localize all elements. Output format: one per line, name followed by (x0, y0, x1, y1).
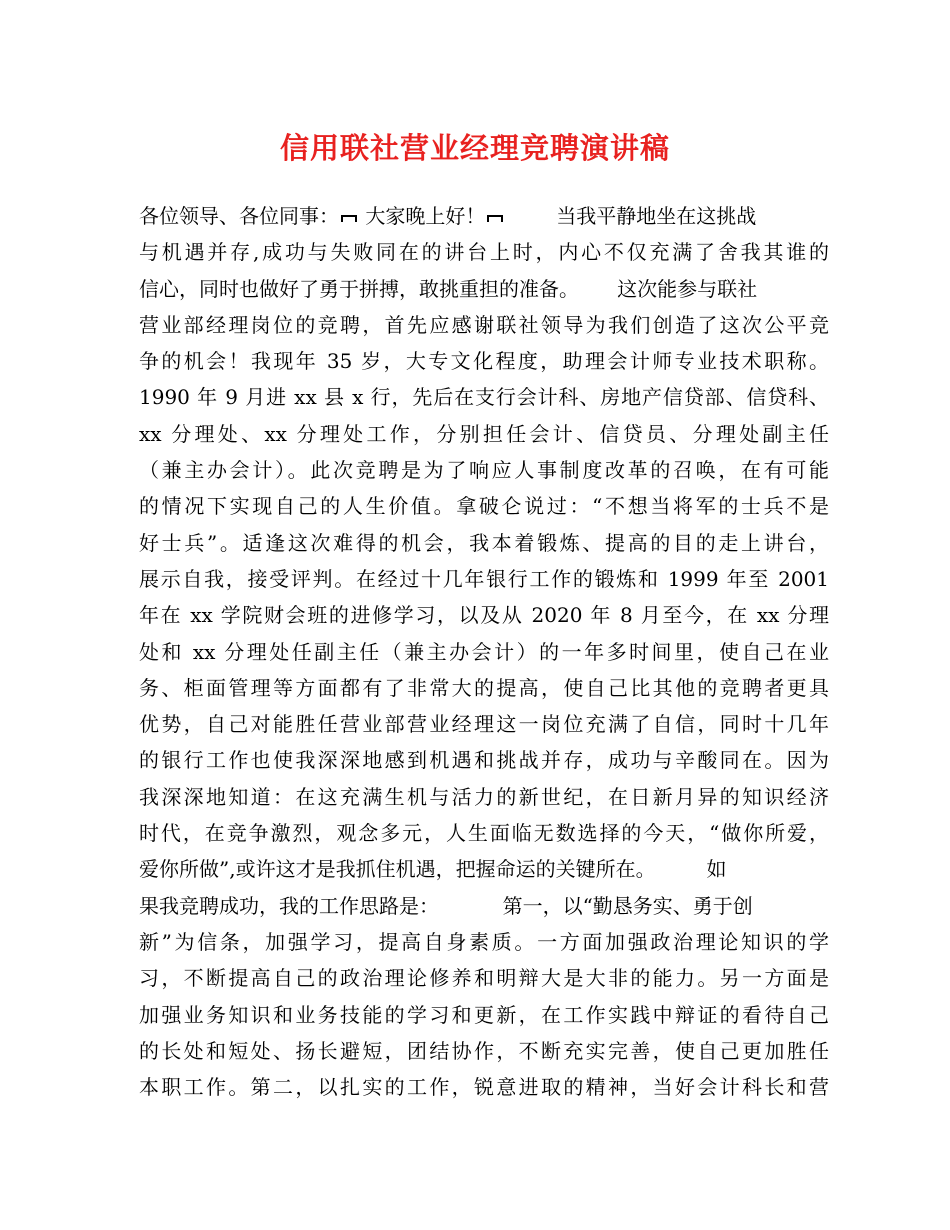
body-line: （兼主办会计）。此次竞聘是为了响应人事制度改革的召唤，在有可能 (139, 458, 829, 483)
greeting-text: 各位领导、各位同事： (139, 204, 339, 228)
body-line: 的银行工作也使我深深地感到机遇和挑战并存，成功与辛酸同在。因为 (139, 748, 829, 773)
body-line: 处和 xx 分理处任副主任（兼主办会计）的一年多时间里，使自己在业 (139, 639, 829, 664)
body-line: 爱你所做”,或许这才是我抓住机遇，把握命运的关键所在。 如 (139, 857, 727, 882)
body-line: xx 分理处、xx 分理处工作，分别担任会计、信贷员、分理处副主任 (139, 421, 829, 446)
body-line: 年在 xx 学院财会班的进修学习，以及从 2020 年 8 月至今，在 xx 分理 (139, 603, 829, 628)
body-line: 与机遇并存,成功与失败同在的讲台上时，内心不仅充满了舍我其谁的 (139, 240, 829, 265)
body-line: 争的机会！我现年 35 岁，大专文化程度，助理会计师专业技术职称。 (139, 349, 829, 374)
body-line: 营业部经理岗位的竞聘，首先应感谢联社领导为我们创造了这次公平竞 (139, 312, 829, 337)
body-line: 信心，同时也做好了勇于拼搏，敢挑重担的准备。 这次能参与联社 (139, 276, 758, 301)
body-line: 1990 年 9 月进 xx 县 x 行，先后在支行会计科、房地产信贷部、信贷科、 (139, 385, 829, 410)
body-line: 好士兵”。适逢这次难得的机会，我本着锻炼、提高的目的走上讲台， (139, 530, 829, 555)
document-title: 信用联社营业经理竞聘演讲稿 (279, 131, 670, 165)
body-line: 展示自我，接受评判。在经过十几年银行工作的锻炼和 1999 年至 2001 (139, 566, 829, 591)
body-line: 习，不断提高自己的政治理论修养和明辩大是大非的能力。另一方面是 (139, 966, 829, 991)
document-body (139, 198, 829, 1105)
body-line: 我深深地知道：在这充满生机与活力的新世纪，在日新月异的知识经济 (139, 784, 829, 809)
bracket-glyph-icon (485, 212, 505, 224)
body-line: 果我竞聘成功，我的工作思路是： 第一，以“勤恳务实、勇于创 (139, 893, 753, 918)
body-line: 务、柜面管理等方面都有了非常大的提高，使自己比其他的竞聘者更具 (139, 675, 829, 700)
opening-text: 当我平静地坐在这挑战 (505, 204, 757, 228)
body-line: 新”为信条，加强学习，提高自身素质。一方面加强政治理论知识的学 (139, 929, 829, 954)
body-line: 的情况下实现自己的人生价值。拿破仑说过：“不想当将军的士兵不是 (139, 494, 829, 519)
bracket-glyph-icon (339, 212, 359, 224)
body-line: 的长处和短处、扬长避短，团结协作，不断充实完善，使自己更加胜任 (139, 1038, 829, 1063)
salutation-text: 大家晚上好！ (365, 204, 486, 228)
body-line: 加强业务知识和业务技能的学习和更新，在工作实践中辩证的看待自己 (139, 1002, 829, 1027)
body-line: 优势，自己对能胜任营业部营业经理这一岗位充满了自信，同时十几年 (139, 712, 829, 737)
body-line: 本职工作。第二，以扎实的工作，锐意进取的精神，当好会计科长和营 (139, 1075, 829, 1100)
body-line (139, 198, 829, 234)
body-line: 时代，在竞争激烈，观念多元，人生面临无数选择的今天，“做你所爱， (139, 821, 829, 846)
